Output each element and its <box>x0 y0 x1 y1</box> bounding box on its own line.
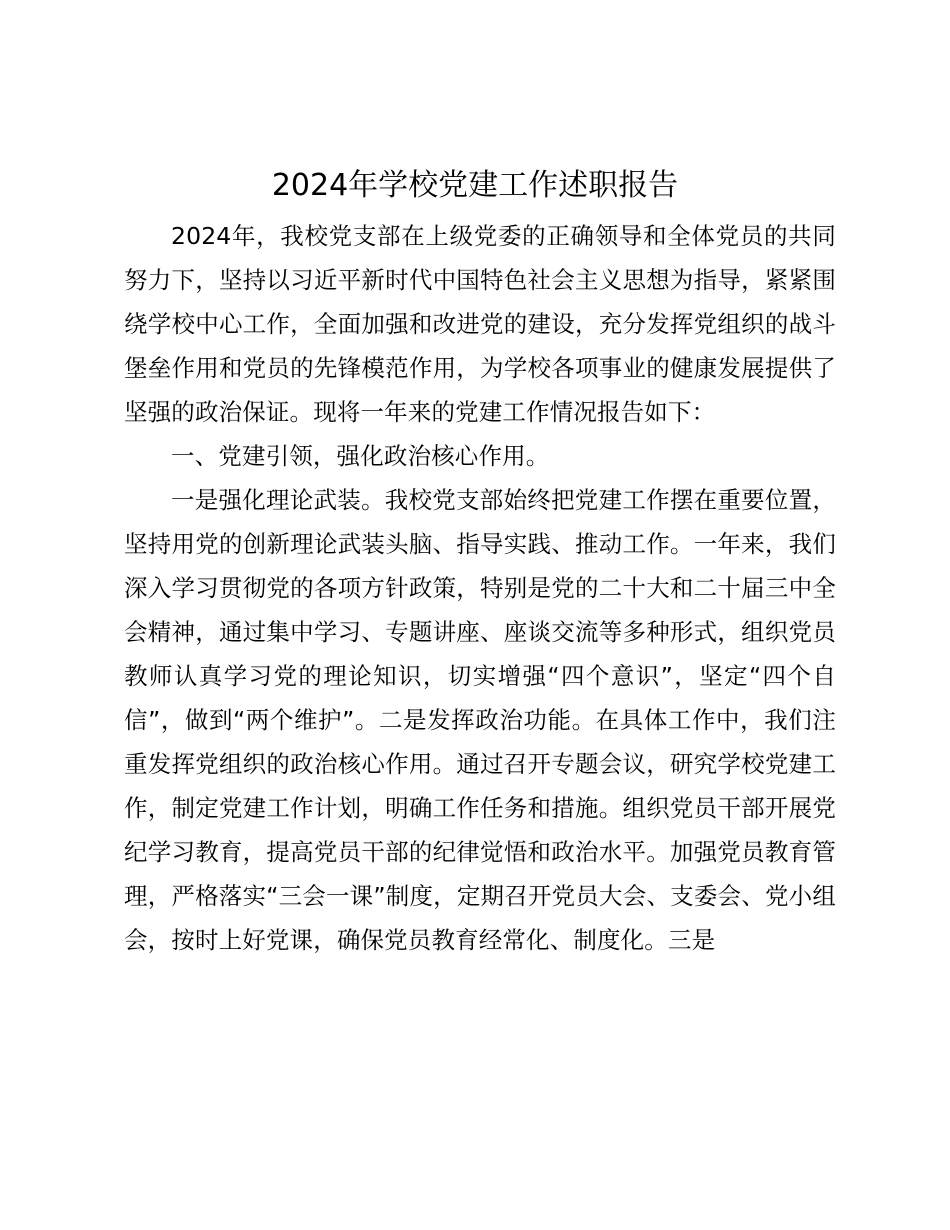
paragraph-intro: 2024年，我校党支部在上级党委的正确领导和全体党员的共同努力下，坚持以习近平新时代中国特色社会主义思想为指导，紧紧围绕学校中心工作，全面加强和改进党的建设，充分发挥党组织的战斗堡垒作用和党员的先锋模范作用，为学校各项事业的健康发展提供了坚强的政治保证。现将一年来的党建工作情况报告如下： <box>124 222 836 426</box>
document-title: 2024年学校党建工作述职报告 <box>271 168 679 203</box>
document-body <box>124 214 836 962</box>
paragraph-section-heading: 一、党建引领，强化政治核心作用。 <box>171 442 550 470</box>
paragraph-section-content: 一是强化理论武装。我校党支部始终把党建工作摆在重要位置，坚持用党的创新理论武装头脑、指导实践、推动工作。一年来，我们深入学习贯彻党的各项方针政策，特别是党的二十大和二十届三中全会精神，通过集中学习、专题讲座、座谈交流等多种形式，组织党员教师认真学习党的理论知识，切实增强“四个意识”，坚定“四个自信”，做到“两个维护”。二是发挥政治功能。在具体工作中，我们注重发挥党组织的政治核心作用。通过召开专题会议，研究学校党建工作，制定党建工作计划，明确工作任务和措施。组织党员干部开展党纪学习教育，提高党员干部的纪律觉悟和政治水平。加强党员教育管理，严格落实“三会一课”制度，定期召开党员大会、支委会、党小组会，按时上好党课，确保党员教育经常化、制度化。三是 <box>124 486 836 954</box>
